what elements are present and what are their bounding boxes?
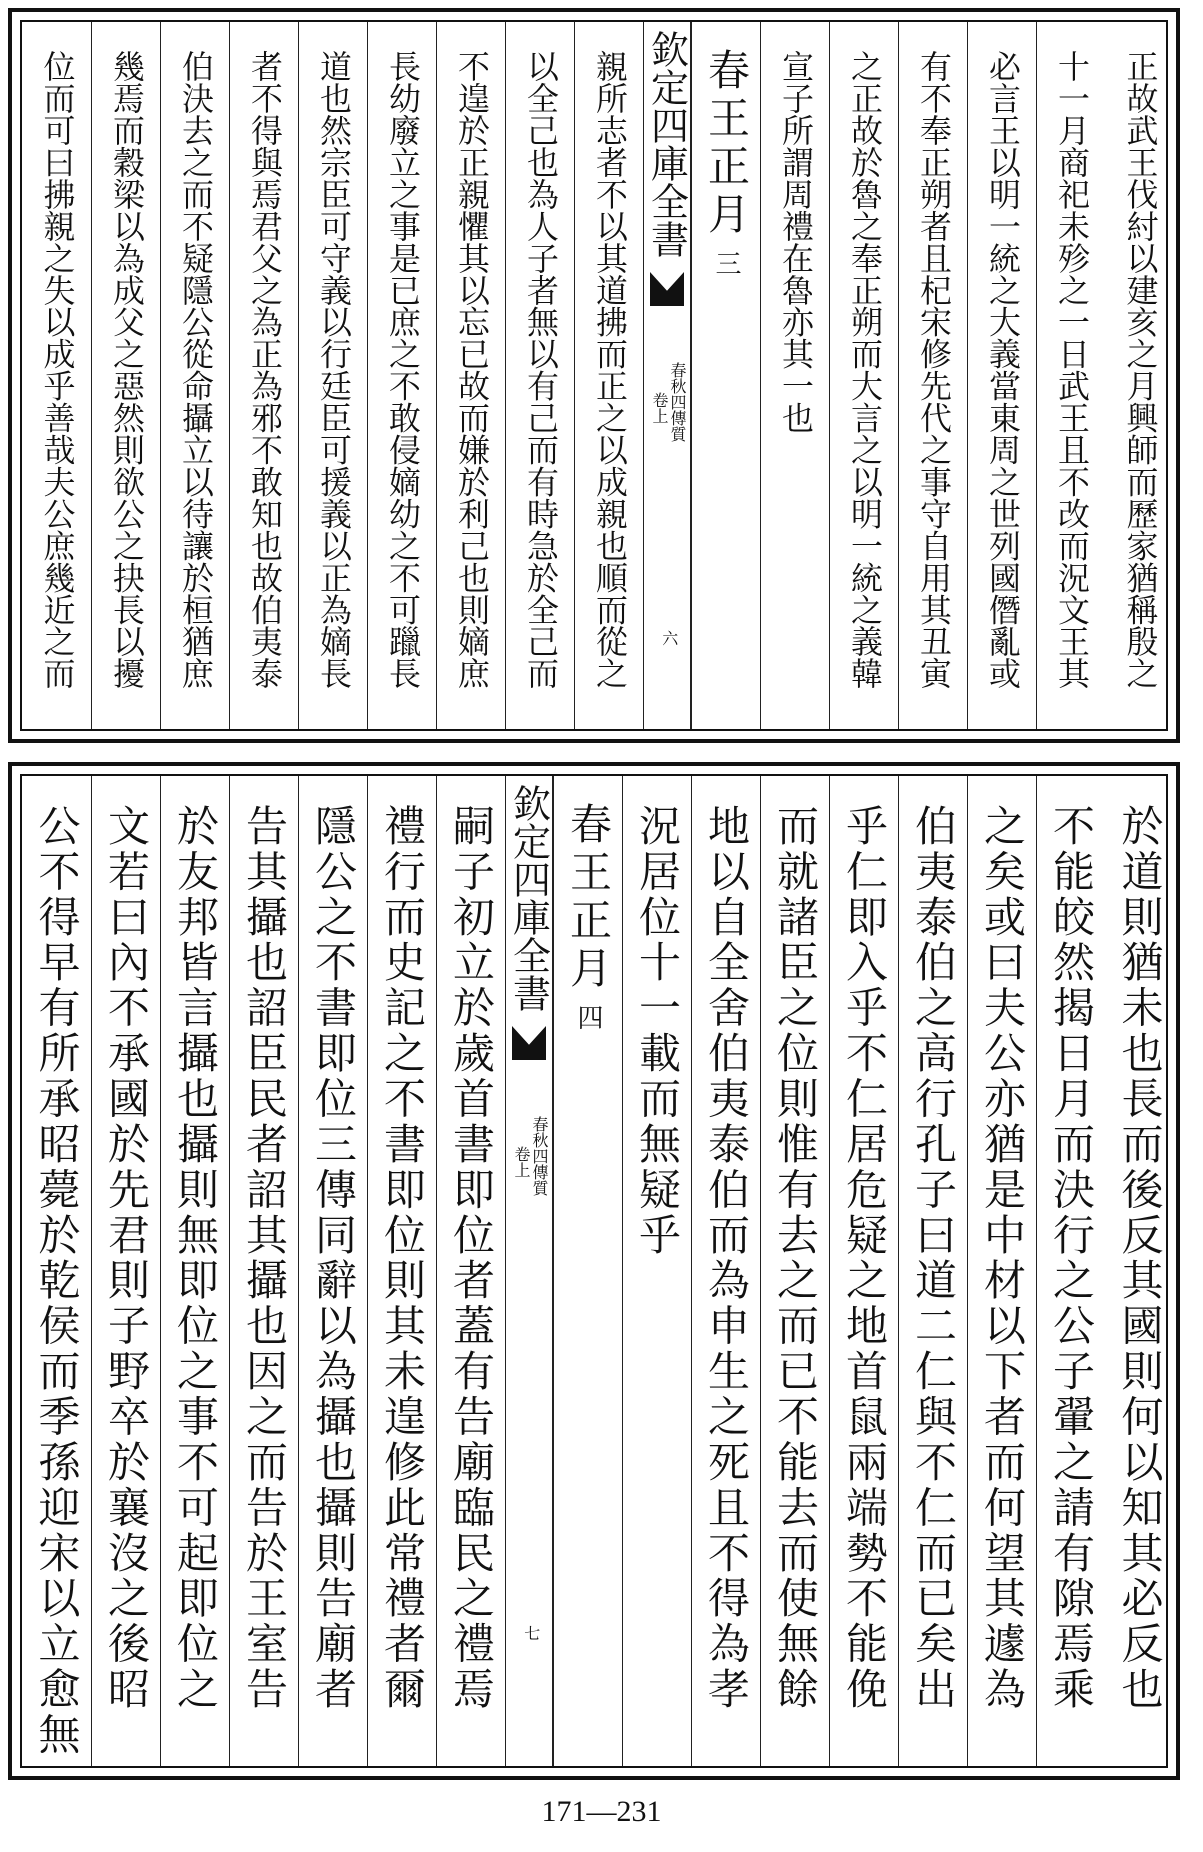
text-column <box>691 776 760 1766</box>
column-text: 於道則猶未也長而後反其國則何以知其必反也 <box>1115 804 1165 1713</box>
column-text: 告其攝也詔臣民者詔其攝也因之而告於王室告 <box>240 804 289 1713</box>
banner-book-title: 春秋四傳質 <box>668 362 687 442</box>
column-text: 於友邦皆言攝也攝則無即位之事不可起即位之 <box>171 804 220 1713</box>
text-column <box>1105 776 1174 1766</box>
text-column <box>760 22 829 729</box>
text-column <box>367 776 436 1766</box>
text-column <box>229 776 298 1766</box>
column-text: 而就諸臣之位則惟有去之而已不能去而使無餘 <box>771 804 820 1713</box>
column-text: 十一月商祀未殄之一日武王且不改而況文王其 <box>1052 50 1091 689</box>
text-column <box>436 22 505 729</box>
text-column <box>436 776 505 1766</box>
column-text: 宣子所謂周禮在魯亦其一也 <box>776 50 815 434</box>
text-column <box>1105 22 1174 729</box>
text-column <box>760 776 829 1766</box>
column-text: 者不得與焉君父之為正為邪不敢知也故伯夷泰 <box>245 50 284 689</box>
column-text: 必言王以明一統之大義當東周之世列國僭亂或 <box>983 50 1022 689</box>
chapter-heading-label: 春王正月 <box>564 802 613 994</box>
text-column <box>160 22 229 729</box>
page-number-footer: 171—231 <box>541 1795 662 1828</box>
text-column <box>22 776 91 1766</box>
column-text: 正故武王伐紂以建亥之月興師而歷家猶稱殷之 <box>1121 50 1160 689</box>
column-text: 伯決去之而不疑隱公從命攝立以待讓於桓猶庶 <box>176 50 215 689</box>
banner-leaf-number: 六 <box>662 629 679 649</box>
top-page-panel <box>8 8 1180 743</box>
column-text: 之正故於魯之奉正朔而大言之以明一統之義韓 <box>845 50 884 689</box>
column-text: 不能皎然揭日月而決行之公子翬之請有隙焉乘 <box>1047 804 1096 1713</box>
text-column <box>829 22 898 729</box>
text-column <box>829 776 898 1766</box>
column-text: 伯夷泰伯之高行孔子曰道二仁與不仁而已矣出 <box>909 804 958 1713</box>
column-text: 位而可曰拂親之失以成乎善哉夫公庶幾近之而 <box>38 50 77 689</box>
column-text: 隱公之不書即位三傳同辭以為攝也攝則告廟者 <box>309 804 358 1713</box>
chapter-heading-column <box>553 776 622 1766</box>
fish-tail-mark-icon <box>650 272 684 306</box>
chapter-heading-column <box>691 22 760 729</box>
text-column <box>298 22 367 729</box>
top-page-frame <box>20 20 1168 731</box>
chapter-page-number: 四 <box>573 1004 603 1036</box>
bottom-page-panel <box>8 762 1180 1780</box>
chapter-heading <box>558 802 618 1036</box>
column-text: 不遑於正親懼其以忘已故而嫌於利己也則嫡庶 <box>452 50 491 689</box>
text-column <box>898 776 967 1766</box>
banner-title: 欽定四庫全書 <box>644 30 689 258</box>
text-column <box>967 776 1036 1766</box>
column-text: 有不奉正朔者且杞宋修先代之事守自用其丑寅 <box>914 50 953 689</box>
column-text: 嗣子初立於歲首書即位者蓋有告廟臨民之禮焉 <box>447 804 496 1713</box>
column-text: 之矣或曰夫公亦猶是中材以下者而何望其遽為 <box>978 804 1027 1713</box>
column-text: 幾焉而穀梁以為成父之惡然則欲公之抉長以擾 <box>107 50 146 689</box>
text-column <box>1036 22 1105 729</box>
column-text: 道也然宗臣可守義以行廷臣可援義以正為嫡長 <box>314 50 353 689</box>
banner-leaf-number: 七 <box>524 1623 541 1643</box>
text-column <box>229 22 298 729</box>
text-column <box>505 22 574 729</box>
column-text: 地以自全舍伯夷泰伯而為申生之死且不得為孝 <box>702 804 751 1713</box>
column-text: 以全己也為人子者無以有己而有時急於全己而 <box>521 50 560 689</box>
text-column <box>367 22 436 729</box>
column-text: 公不得早有所承昭薨於乾侯而季孫迎宋以立愈無 <box>32 804 82 1758</box>
center-banner <box>505 776 553 1766</box>
column-text: 乎仁即入乎不仁居危疑之地首鼠兩端勢不能俛 <box>840 804 889 1713</box>
text-column <box>1036 776 1105 1766</box>
chapter-heading-label: 春王正月 <box>702 48 751 240</box>
text-column <box>574 22 643 729</box>
text-column <box>91 776 160 1766</box>
banner-volume: 卷上 <box>650 392 669 424</box>
chapter-heading <box>696 48 756 282</box>
text-column <box>967 22 1036 729</box>
text-column <box>160 776 229 1766</box>
center-banner <box>643 22 691 729</box>
column-text: 親所志者不以其道拂而正之以成親也順而從之 <box>590 50 629 689</box>
text-column <box>91 22 160 729</box>
column-text: 長幼廢立之事是已庶之不敢侵嫡幼之不可躐長 <box>383 50 422 689</box>
column-text: 文若曰內不承國於先君則子野卒於襄沒之後昭 <box>102 804 151 1713</box>
text-column <box>22 22 91 729</box>
text-column <box>622 776 691 1766</box>
bottom-page-frame <box>20 774 1168 1768</box>
banner-title: 欽定四庫全書 <box>506 784 551 1012</box>
banner-volume: 卷上 <box>512 1146 531 1178</box>
text-column <box>898 22 967 729</box>
chapter-page-number: 三 <box>711 250 741 282</box>
fish-tail-mark-icon <box>512 1026 546 1060</box>
column-text: 禮行而史記之不書即位則其未遑修此常禮者爾 <box>378 804 427 1713</box>
column-text: 況居位十一載而無疑乎 <box>633 804 682 1259</box>
banner-book-title: 春秋四傳質 <box>530 1116 549 1196</box>
text-column <box>298 776 367 1766</box>
